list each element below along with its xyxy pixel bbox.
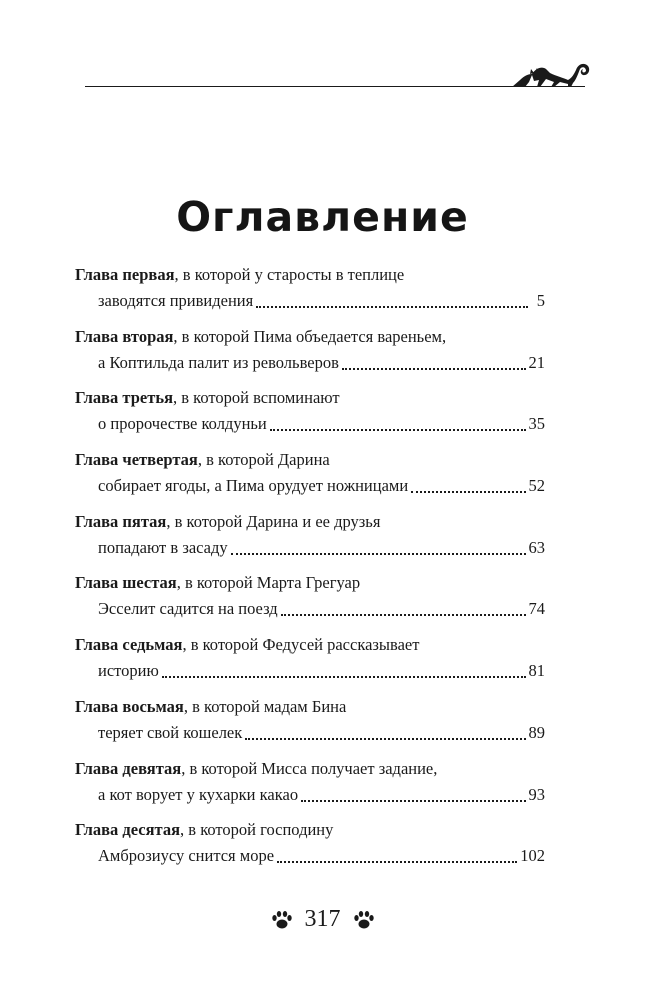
toc-entry-heading [75,447,545,473]
toc-entry [75,324,545,386]
toc-entry [75,570,545,632]
toc-entry-continuation [75,411,545,437]
toc-entry-heading [75,262,545,288]
cat-silhouette-icon [510,56,592,90]
chapter-description: , в которой вспоминают [173,388,340,408]
chapter-description: , в которой Мисса получает задание, [181,758,438,778]
chapter-description-continued: а кот ворует у кухарки какао [98,784,299,804]
chapter-page-number: 63 [528,537,545,557]
chapter-page-number: 102 [520,846,545,866]
dot-leader [231,553,526,555]
toc-entry-continuation [75,473,545,499]
toc-entry-continuation [75,843,545,869]
chapter-page-number: 81 [528,661,545,681]
chapter-description: , в которой господину [180,820,334,840]
toc-entry [75,632,545,694]
chapter-page-number: 21 [528,352,545,372]
chapter-description-continued: попадают в засаду [98,537,228,557]
dot-leader [256,306,528,308]
chapter-name: Глава пятая [75,511,167,531]
chapter-description: , в которой Пима объедается вареньем, [173,326,447,346]
chapter-description-continued: а Коптильда палит из револьверов [98,352,339,372]
toc-entry-heading [75,324,545,350]
dot-leader [342,368,526,370]
chapter-description-continued: собирает ягоды, а Пима орудует ножницами [98,476,409,496]
toc-entry-heading [75,570,545,596]
toc-entry-heading [75,756,545,782]
dot-leader [270,429,526,431]
toc-entry-continuation [75,596,545,622]
toc-entry-continuation [75,658,545,684]
toc-entry-heading [75,694,545,720]
chapter-name: Глава первая [75,265,175,284]
page-footer [0,906,645,933]
dot-leader [245,738,525,740]
toc-entry-continuation [75,535,545,561]
chapter-description-continued: теряет свой кошелек [98,722,243,742]
chapter-description: , в которой Дарина [197,450,330,470]
chapter-description: , в которой Марта Грегуар [176,573,361,593]
toc-entry [75,447,545,509]
table-of-contents [75,262,545,879]
dot-leader [411,491,525,493]
dot-leader [162,676,526,678]
chapter-name: Глава седьмая [75,635,183,655]
chapter-name: Глава девятая [75,758,182,778]
toc-entry [75,262,545,324]
chapter-description-continued: Амброзиусу снится море [98,846,275,866]
chapter-name: Глава восьмая [75,696,184,716]
chapter-description-continued: о пророчестве колдуньи [98,414,267,434]
toc-entry [75,509,545,571]
toc-entry-heading [75,632,545,658]
toc-entry [75,817,545,879]
toc-entry-heading [75,817,545,843]
toc-entry [75,694,545,756]
chapter-description: , в которой у старосты в теплице [174,265,405,284]
page-number: 317 [304,906,341,932]
chapter-name: Глава четвертая [75,450,198,470]
toc-entry [75,385,545,447]
paw-print-icon [271,910,293,930]
toc-entry [75,756,545,818]
chapter-page-number: 93 [528,784,545,804]
chapter-page-number: 74 [528,599,545,619]
toc-entry-heading [75,509,545,535]
paw-print-icon [353,910,375,930]
toc-entry-continuation [75,782,545,808]
chapter-name: Глава шестая [75,573,177,593]
chapter-description-continued: Эсселит садится на поезд [98,599,278,619]
chapter-name: Глава вторая [75,326,174,346]
page-title: Оглавление [176,193,469,241]
chapter-description: , в которой мадам Бина [183,696,347,716]
dot-leader [301,800,525,802]
chapter-description-continued: заводятся привидения [98,291,254,310]
toc-entry-continuation [75,350,545,376]
toc-entry-heading [75,385,545,411]
chapter-page-number: 35 [528,414,545,434]
chapter-description: , в которой Дарина и ее друзья [166,511,381,531]
chapter-name: Глава третья [75,388,173,408]
chapter-page-number: 89 [528,722,545,742]
chapter-name: Глава десятая [75,820,181,840]
chapter-description-continued: историю [98,661,159,681]
dot-leader [281,614,526,616]
dot-leader [277,861,517,863]
chapter-page-number: 52 [528,476,545,496]
toc-entry-continuation [75,288,545,314]
chapter-page-number: 5 [536,291,545,310]
toc-entry-continuation [75,720,545,746]
chapter-description: , в которой Федусей рассказывает [182,635,420,655]
